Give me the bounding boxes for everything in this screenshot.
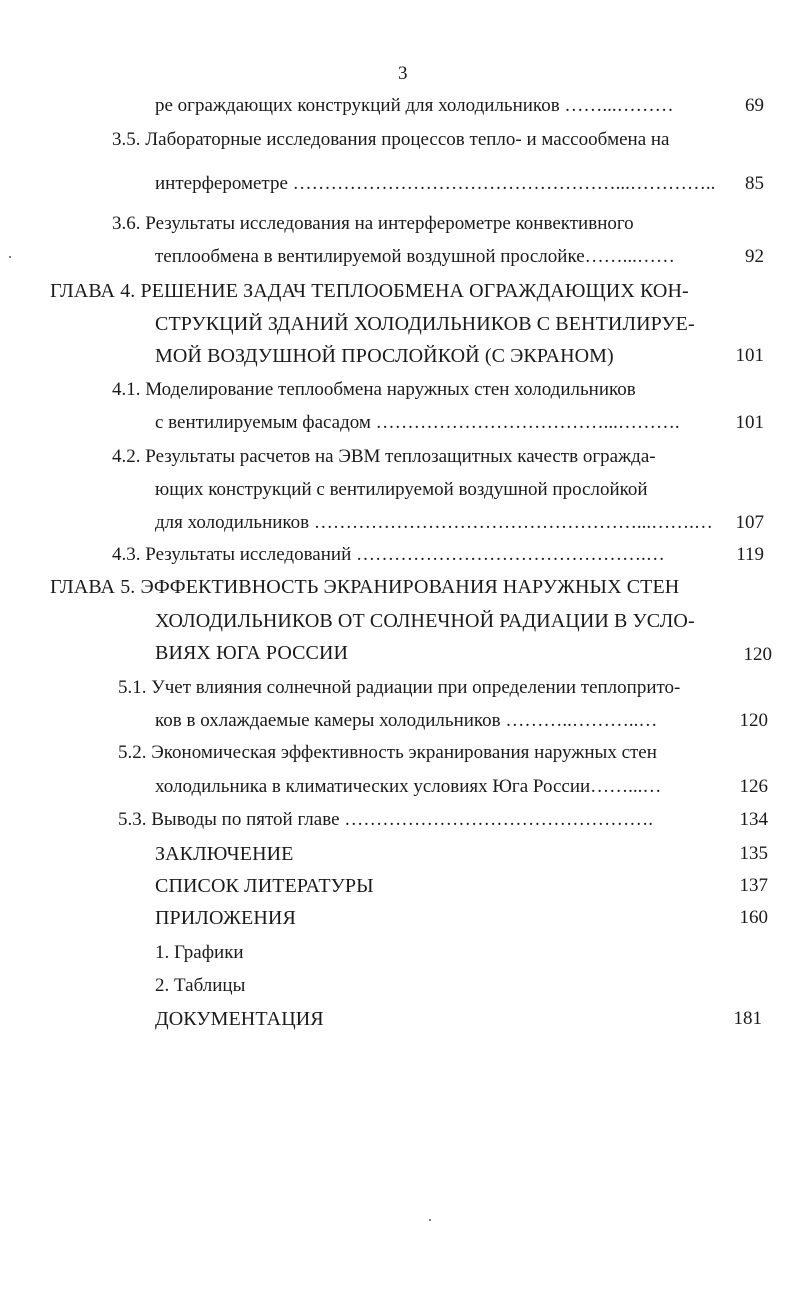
chapter-heading-line: ГЛАВА 4. РЕШЕНИЕ ЗАДАЧ ТЕПЛООБМЕНА ОГРАЖДАЮЩИХ КОН-: [50, 280, 689, 302]
toc-entry-line: ре ограждающих конструкций для холодильников ……...………: [155, 95, 674, 116]
toc-section-title: СПИСОК ЛИТЕРАТУРЫ: [155, 875, 374, 897]
toc-section-title: ПРИЛОЖЕНИЯ: [155, 907, 296, 929]
toc-entry-line: 3.5. Лабораторные исследования процессов тепло- и массообмена на: [112, 129, 670, 150]
toc-entry-page: 107: [735, 512, 764, 533]
toc-entry-page: 101: [735, 412, 764, 433]
toc-entry-page: 85: [745, 173, 764, 194]
page-number: 3: [398, 63, 408, 84]
toc-entry-line: 3.6. Результаты исследования на интерферометре конвективного: [112, 213, 634, 234]
chapter-heading-line: МОЙ ВОЗДУШНОЙ ПРОСЛОЙКОЙ (С ЭКРАНОМ): [155, 345, 614, 367]
toc-entry-line: ков в охлаждаемые камеры холодильников ………..………..…: [155, 710, 658, 731]
toc-entry-line: интерферометре ……………………………………………...…………..: [155, 173, 716, 194]
scan-speck: [9, 256, 11, 258]
toc-entry-line: 5.1. Учет влияния солнечной радиации при определении теплоприто-: [118, 677, 681, 698]
toc-section-title: ДОКУМЕНТАЦИЯ: [155, 1008, 324, 1030]
toc-entry-page: 134: [739, 809, 768, 830]
toc-sub-item: 1. Графики: [155, 942, 244, 963]
toc-entry-line: 4.3. Результаты исследований ……………………………………….…: [112, 544, 665, 565]
toc-entry-line: 5.3. Выводы по пятой главе ………………………………………….: [118, 809, 653, 830]
chapter-heading-line: ХОЛОДИЛЬНИКОВ ОТ СОЛНЕЧНОЙ РАДИАЦИИ В УСЛО-: [155, 610, 695, 632]
toc-entry-page: 101: [735, 345, 764, 366]
toc-sub-item: 2. Таблицы: [155, 975, 246, 996]
toc-entry-page: 137: [739, 875, 768, 896]
toc-entry-page: 92: [745, 246, 764, 267]
toc-entry-line: теплообмена в вентилируемой воздушной прослойке……...……: [155, 246, 675, 267]
toc-entry-page: 119: [736, 544, 764, 565]
toc-entry-line: холодильника в климатических условиях Юга России……...…: [155, 776, 662, 797]
toc-entry-page: 181: [733, 1008, 762, 1029]
chapter-heading-line: СТРУКЦИЙ ЗДАНИЙ ХОЛОДИЛЬНИКОВ С ВЕНТИЛИРУЕ-: [155, 313, 695, 335]
chapter-heading-line: ГЛАВА 5. ЭФФЕКТИВНОСТЬ ЭКРАНИРОВАНИЯ НАРУЖНЫХ СТЕН: [50, 576, 680, 598]
toc-entry-page: 126: [739, 776, 768, 797]
toc-entry-line: 5.2. Экономическая эффективность экранирования наружных стен: [118, 742, 657, 763]
toc-entry-line: для холодильников ……………………………………………...…….…: [155, 512, 713, 533]
toc-entry-line: 4.1. Моделирование теплообмена наружных стен холодильников: [112, 379, 636, 400]
toc-entry-line: с вентилируемым фасадом ………………………………...……….: [155, 412, 680, 433]
toc-entry-line: ющих конструкций с вентилируемой воздушной прослойкой: [155, 479, 648, 500]
scan-speck: [429, 1219, 431, 1221]
toc-entry-line: 4.2. Результаты расчетов на ЭВМ теплозащитных качеств огражда-: [112, 446, 656, 467]
toc-section-title: ЗАКЛЮЧЕНИЕ: [155, 843, 294, 865]
toc-entry-page: 120: [743, 644, 772, 665]
chapter-heading-line: ВИЯХ ЮГА РОССИИ: [155, 642, 349, 664]
toc-entry-page: 69: [745, 95, 764, 116]
toc-entry-page: 120: [739, 710, 768, 731]
toc-entry-page: 160: [739, 907, 768, 928]
toc-entry-page: 135: [739, 843, 768, 864]
